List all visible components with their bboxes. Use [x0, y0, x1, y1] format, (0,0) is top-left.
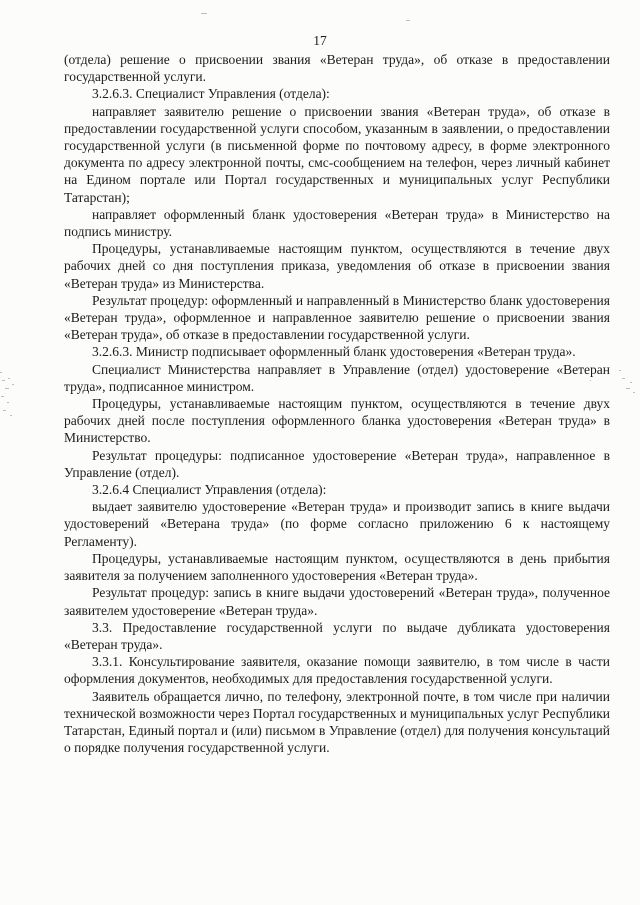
- paragraph: Процедуры, устанавливаемые настоящим пунктом, осуществляются в день прибытия заявителя за получением заполненного удостоверения «Ветеран труда».: [64, 550, 610, 584]
- paragraph: выдает заявителю удостоверение «Ветеран труда» и производит запись в книге выдачи удостоверений «Ветерана труда» (по форме согласно приложению 6 к настоящему Регламенту).: [64, 499, 610, 549]
- page-number: 17: [313, 33, 327, 48]
- paragraph: направляет заявителю решение о присвоении звания «Ветеран труда», об отказе в предоставлении государственной услуги способом, указанным в заявлении, о предоставлении государственной услуги (в письменной форме по почтовому адресу, в форме электронного документа по адресу электронной почты, смс-сообщением на телефон, через личный кабинет на Едином портале или Портал государственных и муниципальных услуг Республики Татарстан);: [64, 103, 610, 205]
- section-heading: 3.2.6.3. Министр подписывает оформленный бланк удостоверения «Ветеран труда».: [92, 344, 576, 360]
- paragraph: Процедуры, устанавливаемые настоящим пунктом, осуществляются в течение двух рабочих дней со дня поступления приказа, уведомления об отказе в присвоении звания «Ветеран труда» из Министерства.: [64, 241, 610, 291]
- paragraph: Результат процедуры: подписанное удостоверение «Ветеран труда», направленное в Управление (отдел).: [64, 447, 610, 480]
- body-text: [64, 51, 610, 756]
- paragraph: Заявитель обращается лично, по телефону, электронной почте, в том числе при наличии технической возможности через Портал государственных и муниципальных услуг Республики Татарстан, Единый портал и (или) письмом в Управление (отдел) для получения консультаций о порядке получения государственной услуги.: [64, 688, 610, 756]
- paragraph: Процедуры, устанавливаемые настоящим пунктом, осуществляются в течение двух рабочих дней после поступления оформленного бланка удостоверения «Ветеран труда» в Министерство.: [64, 396, 610, 446]
- paragraph: Результат процедур: оформленный и направленный в Министерство бланк удостоверения «Ветеран труда», оформленное и направленное заявителю решение о присвоении звания «Ветеран труда», об отказе в предоставлении государственной услуги.: [64, 292, 610, 343]
- section-heading: 3.3. Предоставление государственной услуги по выдаче дубликата удостоверения «Ветеран труда».: [64, 619, 610, 652]
- section-heading: 3.2.6.4 Специалист Управления (отдела):: [92, 482, 327, 498]
- paragraph: 3.3.1. Консультирование заявителя, оказание помощи заявителю, в том числе в части оформления документов, необходимых для предоставления государственной услуги.: [64, 654, 610, 687]
- section-heading: 3.2.6.3. Специалист Управления (отдела):: [92, 86, 330, 102]
- paragraph: Результат процедур: запись в книге выдачи удостоверений «Ветеран труда», полученное заявителем удостоверение «Ветеран труда».: [64, 585, 610, 618]
- paragraph: Специалист Министерства направляет в Управление (отдел) удостоверение «Ветеран труда», подписанное министром.: [64, 361, 610, 394]
- paragraph: направляет оформленный бланк удостоверения «Ветеран труда» в Министерство на подпись министру.: [64, 206, 610, 240]
- paragraph: (отдела) решение о присвоении звания «Ветеран труда», об отказе в предоставлении государственной услуги.: [64, 52, 610, 85]
